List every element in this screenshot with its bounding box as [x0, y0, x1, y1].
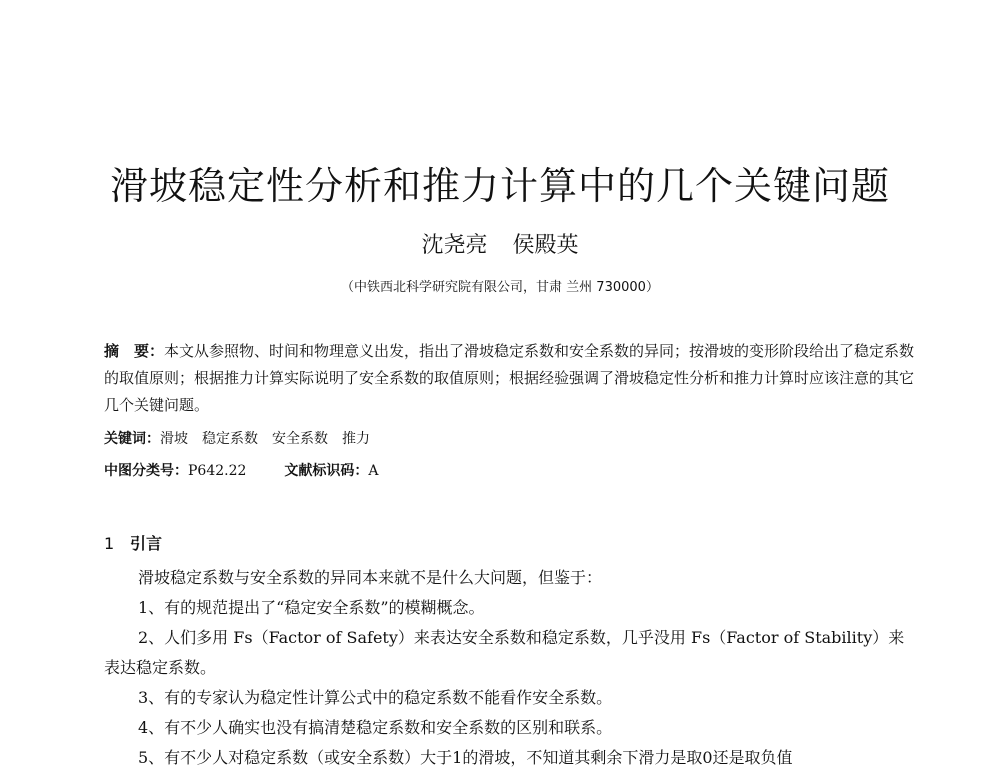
- paragraph: 4、有不少人确实也没有搞清楚稳定系数和安全系数的区别和联系。: [138, 718, 613, 737]
- paper-authors: 沈尧亮 侯殿英: [421, 233, 579, 258]
- section-body: [104, 563, 916, 773]
- paragraph: 2、人们多用 Fs（Factor of Safety）来表达安全系数和稳定系数，几乎没用 Fs（Factor of Stability）来表达稳定系数。: [104, 628, 905, 677]
- section-heading: [104, 533, 162, 555]
- clc-value: P642.22: [188, 463, 247, 479]
- paper-title: 滑坡稳定性分析和推力计算中的几个关键问题: [109, 164, 890, 208]
- abstract-label: 摘 要：: [104, 342, 165, 360]
- abstract: [104, 338, 916, 419]
- paragraph: 3、有的专家认为稳定性计算公式中的稳定系数不能看作安全系数。: [138, 688, 613, 707]
- section-title: 引言: [130, 534, 163, 553]
- keywords: [104, 428, 916, 450]
- paragraph: 5、有不少人对稳定系数（或安全系数）大于1的滑坡，不知道其剩余下滑力是取0还是取负值: [138, 748, 793, 767]
- paragraph: 1、有的规范提出了“稳定安全系数”的模糊概念。: [138, 598, 485, 617]
- paper-affiliation: （中铁西北科学研究院有限公司，甘肃 兰州 730000）: [341, 280, 659, 295]
- abstract-text: 本文从参照物、时间和物理意义出发，指出了滑坡稳定系数和安全系数的异同；按滑坡的变形阶段给出了稳定系数的取值原则；根据推力计算实际说明了安全系数的取值原则；根据经验强调了滑坡稳定性分析和推力计算时应该注意的其它几个关键问题。: [104, 342, 915, 414]
- paragraph: 滑坡稳定系数与安全系数的异同本来就不是什么大问题，但鉴于：: [138, 568, 603, 587]
- section-number: 1: [104, 534, 115, 553]
- keywords-text: 滑坡 稳定系数 安全系数 推力: [160, 431, 370, 447]
- doc-code-label: 文献标识码：: [284, 463, 369, 479]
- keywords-label: 关键词：: [104, 431, 160, 447]
- classification-line: [104, 460, 916, 482]
- doc-code-value: A: [368, 463, 379, 479]
- clc-label: 中图分类号：: [104, 463, 188, 479]
